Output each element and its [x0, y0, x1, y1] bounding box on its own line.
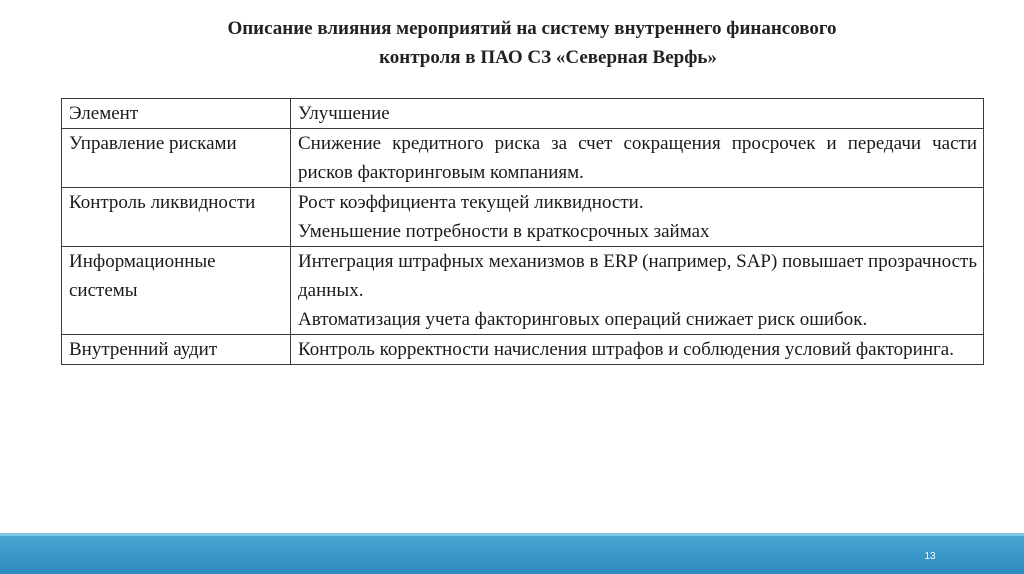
cell-improvement [291, 129, 984, 188]
cell-element: Контроль ликвидности [62, 188, 291, 247]
improvement-text: Контроль корректности начисления штрафов и соблюдения условий факторинга. [298, 339, 954, 360]
improvement-text: Автоматизация учета факторинговых операций снижает риск ошибок. [298, 309, 868, 330]
footer-bar-highlight [0, 533, 1024, 536]
slide-title [0, 14, 1024, 72]
table-row [62, 335, 984, 365]
table-row [62, 188, 984, 247]
header-element: Элемент [62, 99, 291, 129]
footer-bar [0, 533, 1024, 574]
cell-improvement [291, 188, 984, 247]
slide-title-line-1: Описание влияния мероприятий на систему внутреннего финансового [227, 18, 837, 39]
table-header-row [62, 99, 984, 129]
cell-element: Информационные системы [62, 247, 291, 335]
cell-element: Внутренний аудит [62, 335, 291, 365]
table-row [62, 129, 984, 188]
table-row [62, 247, 984, 335]
improvement-text: Интеграция штрафных механизмов в ERP (например, SAP) повышает прозрачность данных. [298, 251, 977, 301]
improvements-table [61, 98, 984, 365]
cell-improvement [291, 247, 984, 335]
cell-element: Управление рисками [62, 129, 291, 188]
header-improvement: Улучшение [291, 99, 984, 129]
cell-improvement [291, 335, 984, 365]
slide-title-line-2: контроля в ПАО СЗ «Северная Верфь» [379, 47, 717, 68]
page-number: 13 [924, 551, 936, 562]
improvement-text: Уменьшение потребности в краткосрочных займах [298, 221, 710, 242]
improvement-text: Снижение кредитного риска за счет сокращения просрочек и передачи части рисков факторинговым компаниям. [298, 133, 977, 183]
improvement-text: Рост коэффициента текущей ликвидности. [298, 192, 644, 213]
